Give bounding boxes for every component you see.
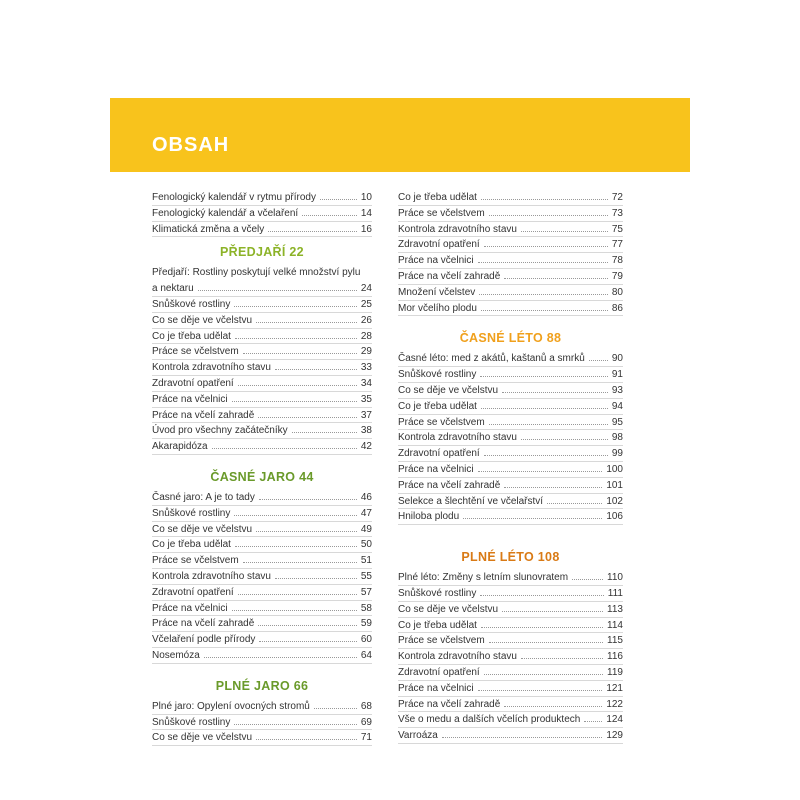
toc-entry[interactable] [398, 697, 623, 713]
toc-entry-title: Práce na včelí zahradě [398, 479, 501, 491]
toc-entry-title: Práce na včelí zahradě [398, 698, 501, 710]
dot-leader [521, 438, 608, 440]
toc-entry-page: 119 [607, 666, 623, 678]
dot-leader [232, 609, 357, 611]
toc-entry-page: 46 [360, 491, 372, 503]
toc-entry-page: 73 [611, 207, 623, 219]
toc-entry-title: Co je třeba udělat [152, 539, 231, 551]
dot-leader [259, 498, 357, 500]
toc-entry[interactable] [152, 222, 372, 238]
dot-leader [234, 723, 357, 725]
toc-entry[interactable] [152, 376, 372, 392]
toc-entry[interactable] [152, 648, 372, 664]
toc-entry-title: Snůškové rostliny [398, 369, 477, 381]
toc-entry-title: Snůškové rostliny [152, 507, 231, 519]
dot-leader [504, 277, 608, 279]
toc-entry[interactable] [398, 570, 623, 586]
toc-entry-title: Co se děje ve včelstvu [398, 384, 499, 396]
dot-leader [235, 337, 357, 339]
dot-leader [478, 261, 608, 263]
section-heading-predjari: PŘEDJAŘÍ 22 [220, 245, 304, 260]
toc-entry-title: Fenologický kalendář v rytmu přírody [152, 192, 316, 203]
dot-leader [502, 391, 608, 393]
toc-entry-page: 75 [611, 223, 623, 235]
toc-entry[interactable] [152, 715, 372, 731]
toc-entry[interactable] [398, 351, 623, 367]
toc-entry-page: 90 [611, 353, 623, 365]
toc-entry-title: Co se děje ve včelstvu [152, 732, 253, 744]
dot-leader [480, 594, 603, 596]
dot-leader [521, 657, 603, 659]
toc-entry[interactable] [152, 265, 372, 281]
toc-entry-title: Kontrola zdravotního stavu [152, 570, 271, 582]
toc-entry-title: Kontrola zdravotního stavu [152, 362, 271, 374]
toc-entry-title: Klimatická změna a včely [152, 223, 265, 235]
dot-leader [481, 626, 603, 628]
dot-leader [302, 214, 357, 216]
toc-entry[interactable] [152, 313, 372, 329]
toc-entry-title: Zdravotní opatření [152, 377, 234, 389]
toc-entry-page: 57 [360, 586, 372, 598]
toc-entry[interactable] [398, 618, 623, 634]
toc-group-continued [398, 190, 623, 316]
toc-entry-page: 25 [360, 298, 372, 310]
toc-entry[interactable] [152, 585, 372, 601]
toc-entry-title: Časné jaro: A je to tady [152, 491, 255, 503]
toc-entry-page: 33 [360, 362, 372, 374]
dot-leader [478, 470, 603, 472]
toc-entry-page: 47 [360, 507, 372, 519]
toc-entry-page: 110 [607, 572, 623, 584]
toc-entry[interactable] [398, 399, 623, 415]
dot-leader [584, 720, 602, 722]
toc-entry[interactable] [398, 509, 623, 525]
dot-leader [572, 578, 603, 580]
toc-entry-title: Práce se včelstvem [398, 635, 485, 647]
toc-entry[interactable] [152, 439, 372, 455]
dot-leader [521, 230, 608, 232]
toc-entry-title: Co je třeba udělat [398, 619, 477, 631]
contents-banner [110, 98, 690, 172]
toc-entry-title: Práce se včelstvem [152, 555, 239, 567]
toc-group-casne-leto [398, 351, 623, 525]
toc-entry[interactable] [398, 681, 623, 697]
toc-entry-page: 37 [360, 409, 372, 421]
toc-entry-page: 58 [360, 602, 372, 614]
toc-entry[interactable] [398, 237, 623, 253]
dot-leader [238, 384, 357, 386]
dot-leader [258, 416, 357, 418]
toc-entry-title: Množení včelstev [398, 286, 476, 298]
toc-entry-title: Kontrola zdravotního stavu [398, 223, 517, 235]
dot-leader [463, 517, 602, 519]
toc-entry-title: a nektaru [152, 283, 194, 295]
toc-entry-title: Snůškové rostliny [398, 587, 477, 599]
toc-entry-title: Časné léto: med z akátů, kaštanů a smrků [398, 353, 585, 365]
toc-entry-title: Mor včelího plodu [398, 302, 477, 314]
toc-entry[interactable] [152, 537, 372, 553]
toc-entry-title: Vše o medu a dalších včelích produktech [398, 714, 581, 726]
toc-entry[interactable] [398, 269, 623, 285]
toc-entry-title: Co se děje ve včelstvu [398, 603, 499, 615]
toc-entry-title: Akarapidóza [152, 441, 208, 453]
toc-entry[interactable] [398, 446, 623, 462]
toc-entry-title: Zdravotní opatření [398, 448, 480, 460]
dot-leader [234, 305, 357, 307]
toc-entry-page: 29 [360, 346, 372, 358]
toc-entry[interactable] [152, 360, 372, 376]
toc-entry-title: Práce se včelstvem [398, 416, 485, 428]
dot-leader [232, 400, 357, 402]
toc-entry[interactable] [398, 415, 623, 431]
dot-leader [589, 359, 608, 361]
dot-leader [502, 610, 603, 612]
toc-entry-title: Úvod pro všechny začátečníky [152, 425, 288, 437]
toc-entry-page: 59 [360, 618, 372, 630]
toc-entry-page: 106 [606, 511, 623, 523]
toc-entry-title: Včelaření podle přírody [152, 634, 256, 646]
dot-leader [480, 375, 608, 377]
toc-group-predjari [152, 265, 372, 455]
toc-entry-title: Práce na včelnici [398, 682, 474, 694]
toc-entry-title: Kontrola zdravotního stavu [398, 432, 517, 444]
dot-leader [243, 561, 357, 563]
toc-entry-page: 121 [606, 682, 623, 694]
toc-entry-page: 68 [360, 700, 372, 712]
dot-leader [489, 214, 608, 216]
dot-leader [489, 423, 608, 425]
toc-entry-title: Co se děje ve včelstvu [152, 314, 253, 326]
dot-leader [314, 707, 357, 709]
dot-leader [275, 368, 357, 370]
toc-entry-page: 95 [611, 416, 623, 428]
toc-entry-title: Co je třeba udělat [398, 192, 477, 203]
dot-leader [234, 514, 357, 516]
dot-leader [489, 641, 603, 643]
toc-entry-page: 115 [607, 635, 623, 647]
section-heading-casne-jaro: ČASNÉ JARO 44 [210, 469, 314, 484]
toc-entry[interactable] [398, 602, 623, 618]
toc-entry-title: Zdravotní opatření [398, 666, 480, 678]
toc-entry-title: Zdravotní opatření [398, 239, 480, 251]
toc-entry-title: Práce na včelí zahradě [152, 618, 255, 630]
toc-entry-page: 124 [606, 714, 623, 726]
dot-leader [238, 593, 357, 595]
toc-entry[interactable] [152, 423, 372, 439]
dot-leader [204, 656, 357, 658]
toc-entry-page: 77 [611, 239, 623, 251]
dot-leader [547, 502, 602, 504]
dot-leader [259, 640, 356, 642]
toc-entry[interactable] [152, 490, 372, 506]
toc-entry[interactable] [152, 569, 372, 585]
toc-entry-title: Práce na včelnici [152, 393, 228, 405]
toc-entry-page: 16 [360, 223, 372, 235]
toc-entry[interactable] [152, 699, 372, 715]
toc-entry[interactable] [398, 285, 623, 301]
dot-leader [504, 705, 602, 707]
toc-group-plne-leto [398, 570, 623, 744]
toc-entry-page: 24 [360, 283, 372, 295]
toc-entry-title: Nosemóza [152, 649, 200, 661]
toc-entry[interactable] [152, 506, 372, 522]
toc-entry-title: Plné jaro: Opylení ovocných stromů [152, 700, 310, 712]
toc-entry[interactable] [398, 253, 623, 269]
toc-entry[interactable] [398, 728, 623, 744]
dot-leader [478, 689, 603, 691]
dot-leader [504, 486, 602, 488]
toc-entry-title: Co je třeba udělat [152, 330, 231, 342]
toc-entry[interactable] [398, 633, 623, 649]
toc-entry-page: 102 [606, 495, 623, 507]
page-title: OBSAH [152, 134, 230, 156]
toc-entry-title: Práce na včelí zahradě [398, 270, 501, 282]
toc-entry-title: Co se děje ve včelstvu [152, 523, 253, 535]
toc-entry[interactable] [152, 281, 372, 297]
toc-entry-page: 38 [360, 425, 372, 437]
dot-leader [484, 454, 608, 456]
toc-entry-title: Hniloba plodu [398, 511, 460, 523]
section-heading-plne-jaro: PLNÉ JARO 66 [215, 678, 309, 693]
toc-entry-page: 10 [360, 192, 372, 203]
toc-entry-page: 49 [360, 523, 372, 535]
dot-leader [484, 245, 608, 247]
toc-entry[interactable] [398, 367, 623, 383]
toc-entry-page: 94 [611, 400, 623, 412]
toc-entry-page: 86 [611, 302, 623, 314]
dot-leader [484, 673, 603, 675]
toc-entry-title: Plné léto: Změny s letním slunovratem [398, 572, 569, 584]
toc-entry[interactable] [398, 478, 623, 494]
toc-entry[interactable] [398, 206, 623, 222]
toc-entry[interactable] [152, 522, 372, 538]
dot-leader [442, 736, 602, 738]
toc-entry-page: 69 [360, 716, 372, 728]
dot-leader [320, 198, 357, 200]
toc-entry-page: 51 [360, 555, 372, 567]
toc-entry-page: 101 [606, 479, 623, 491]
dot-leader [268, 230, 357, 232]
toc-entry-page: 114 [607, 619, 623, 631]
dot-leader [235, 545, 357, 547]
toc-entry[interactable] [152, 392, 372, 408]
toc-entry-page: 78 [611, 255, 623, 267]
toc-entry-page: 111 [607, 587, 623, 599]
dot-leader [481, 309, 608, 311]
toc-entry-page: 116 [607, 651, 623, 663]
toc-entry[interactable] [152, 206, 372, 222]
toc-entry-page: 113 [607, 603, 623, 615]
toc-entry-title: Snůškové rostliny [152, 716, 231, 728]
toc-entry-page: 42 [360, 441, 372, 453]
toc-entry-page: 28 [360, 330, 372, 342]
toc-entry[interactable] [152, 344, 372, 360]
dot-leader [198, 289, 357, 291]
toc-entry[interactable] [152, 601, 372, 617]
toc-entry[interactable] [152, 730, 372, 746]
toc-entry[interactable] [152, 297, 372, 313]
dot-leader [292, 431, 357, 433]
toc-entry-page: 71 [360, 732, 372, 744]
toc-entry-title: Snůškové rostliny [152, 298, 231, 310]
toc-entry[interactable] [398, 494, 623, 510]
toc-entry-page: 55 [360, 570, 372, 582]
dot-leader [212, 447, 357, 449]
toc-entry[interactable] [398, 649, 623, 665]
dot-leader [256, 321, 357, 323]
toc-entry-page: 93 [611, 384, 623, 396]
toc-group-intro [152, 190, 372, 237]
toc-entry[interactable] [398, 462, 623, 478]
toc-entry-title: Práce na včelnici [152, 602, 228, 614]
toc-entry-page: 80 [611, 286, 623, 298]
toc-entry-title: Předjaří: Rostliny poskytují velké množství pylu [152, 267, 361, 279]
toc-entry-title: Práce se včelstvem [152, 346, 239, 358]
toc-entry[interactable] [152, 190, 372, 206]
section-heading-plne-leto: PLNÉ LÉTO 108 [461, 550, 560, 565]
dot-leader [258, 624, 357, 626]
toc-entry-title: Varroáza [398, 730, 438, 742]
dot-leader [479, 293, 608, 295]
toc-entry[interactable] [398, 301, 623, 317]
dot-leader [243, 352, 357, 354]
toc-entry-page: 100 [606, 463, 623, 475]
toc-entry-page: 98 [611, 432, 623, 444]
toc-entry-title: Práce na včelnici [398, 463, 474, 475]
toc-column-left [152, 190, 372, 746]
toc-entry[interactable] [398, 383, 623, 399]
toc-entry-page: 26 [360, 314, 372, 326]
section-heading-casne-leto: ČASNÉ LÉTO 88 [459, 331, 562, 346]
toc-entry[interactable] [152, 408, 372, 424]
dot-leader [481, 198, 608, 200]
toc-entry[interactable] [398, 712, 623, 728]
toc-entry-page: 129 [606, 730, 623, 742]
dot-leader [481, 407, 608, 409]
toc-entry-title: Fenologický kalendář a včelaření [152, 207, 299, 219]
toc-group-plne-jaro [152, 699, 372, 746]
toc-entry[interactable] [398, 222, 623, 238]
toc-entry-page: 64 [360, 649, 372, 661]
toc-entry[interactable] [398, 665, 623, 681]
toc-entry[interactable] [152, 616, 372, 632]
toc-entry[interactable] [398, 586, 623, 602]
toc-group-casne-jaro [152, 490, 372, 664]
toc-entry-page: 14 [360, 207, 372, 219]
toc-entry-page: 34 [360, 377, 372, 389]
toc-entry-page: 99 [611, 448, 623, 460]
toc-entry[interactable] [152, 329, 372, 345]
toc-entry-title: Co je třeba udělat [398, 400, 477, 412]
toc-entry-title: Kontrola zdravotního stavu [398, 651, 517, 663]
toc-entry-page: 50 [360, 539, 372, 551]
toc-entry-title: Zdravotní opatření [152, 586, 234, 598]
toc-column-right [398, 190, 623, 744]
toc-entry-page: 122 [606, 698, 623, 710]
toc-entry[interactable] [152, 553, 372, 569]
toc-entry[interactable] [398, 430, 623, 446]
dot-leader [256, 738, 357, 740]
toc-entry[interactable] [398, 190, 623, 206]
toc-entry-page: 35 [360, 393, 372, 405]
toc-entry-title: Práce na včelnici [398, 255, 474, 267]
dot-leader [256, 530, 357, 532]
toc-entry-title: Práce na včelí zahradě [152, 409, 255, 421]
toc-entry-page: 60 [360, 634, 372, 646]
dot-leader [275, 577, 357, 579]
toc-entry-title: Práce se včelstvem [398, 207, 485, 219]
toc-entry-page: 79 [611, 270, 623, 282]
toc-entry[interactable] [152, 632, 372, 648]
toc-entry-page: 72 [611, 192, 623, 203]
toc-entry-page: 91 [611, 369, 623, 381]
toc-entry-title: Selekce a šlechtění ve včelařství [398, 495, 544, 507]
